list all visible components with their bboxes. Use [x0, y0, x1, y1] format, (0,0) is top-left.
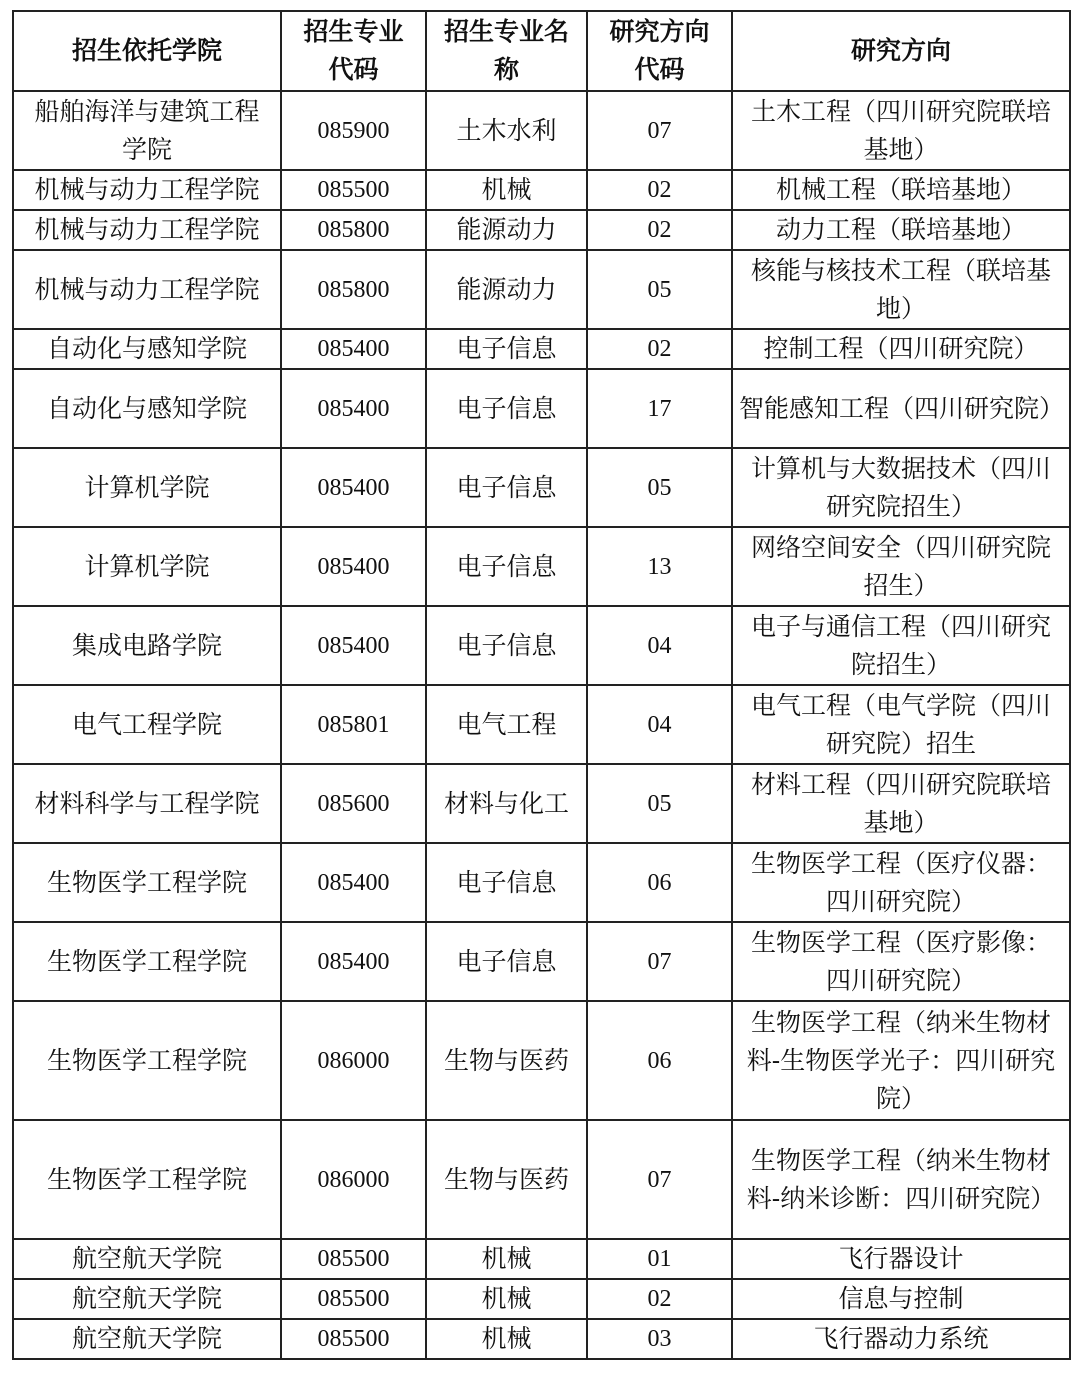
direction-cell: 核能与核技术工程（联培基地） — [732, 250, 1070, 329]
major-name-cell: 生物与医药 — [426, 1120, 587, 1239]
major-code-cell: 085500 — [281, 1319, 426, 1359]
direction-cell: 信息与控制 — [732, 1279, 1070, 1319]
college-cell: 材料科学与工程学院 — [13, 764, 281, 843]
major-code-cell: 086000 — [281, 1120, 426, 1239]
college-cell: 机械与动力工程学院 — [13, 250, 281, 329]
major-name-cell: 机械 — [426, 170, 587, 210]
direction-cell: 电气工程（电气学院（四川研究院）招生 — [732, 685, 1070, 764]
direction-code-cell: 06 — [587, 1001, 732, 1120]
college-cell: 生物医学工程学院 — [13, 1001, 281, 1120]
direction-code-cell: 05 — [587, 448, 732, 527]
header-major-name: 招生专业名称 — [426, 11, 587, 91]
major-code-cell: 085400 — [281, 843, 426, 922]
college-cell: 自动化与感知学院 — [13, 369, 281, 448]
direction-code-cell: 07 — [587, 922, 732, 1001]
header-direction: 研究方向 — [732, 11, 1070, 91]
college-cell: 船舶海洋与建筑工程学院 — [13, 91, 281, 170]
major-code-cell: 085400 — [281, 527, 426, 606]
direction-cell: 生物医学工程（医疗仪器：四川研究院） — [732, 843, 1070, 922]
major-name-cell: 机械 — [426, 1319, 587, 1359]
table-row — [13, 843, 1070, 922]
direction-cell: 电子与通信工程（四川研究院招生） — [732, 606, 1070, 685]
college-cell: 航空航天学院 — [13, 1319, 281, 1359]
header-row — [13, 11, 1070, 91]
table-row — [13, 91, 1070, 170]
direction-code-cell: 02 — [587, 1279, 732, 1319]
table-row — [13, 1120, 1070, 1239]
direction-cell: 飞行器动力系统 — [732, 1319, 1070, 1359]
direction-code-cell: 05 — [587, 764, 732, 843]
direction-code-cell: 05 — [587, 250, 732, 329]
table-row — [13, 170, 1070, 210]
major-name-cell: 机械 — [426, 1279, 587, 1319]
direction-cell: 生物医学工程（纳米生物材料-纳米诊断：四川研究院） — [732, 1120, 1070, 1239]
major-name-cell: 电子信息 — [426, 843, 587, 922]
table-row — [13, 1279, 1070, 1319]
major-name-cell: 能源动力 — [426, 250, 587, 329]
direction-code-cell: 02 — [587, 329, 732, 369]
major-code-cell: 085800 — [281, 210, 426, 250]
major-code-cell: 085400 — [281, 369, 426, 448]
table-row — [13, 606, 1070, 685]
major-name-cell: 电子信息 — [426, 329, 587, 369]
college-cell: 航空航天学院 — [13, 1239, 281, 1279]
major-name-cell: 电子信息 — [426, 606, 587, 685]
college-cell: 集成电路学院 — [13, 606, 281, 685]
direction-cell: 材料工程（四川研究院联培基地） — [732, 764, 1070, 843]
major-name-cell: 电子信息 — [426, 527, 587, 606]
major-code-cell: 085800 — [281, 250, 426, 329]
direction-code-cell: 06 — [587, 843, 732, 922]
table-row — [13, 1319, 1070, 1359]
college-cell: 生物医学工程学院 — [13, 843, 281, 922]
college-cell: 航空航天学院 — [13, 1279, 281, 1319]
major-code-cell: 085900 — [281, 91, 426, 170]
table-row — [13, 210, 1070, 250]
direction-cell: 网络空间安全（四川研究院招生） — [732, 527, 1070, 606]
table-row — [13, 1239, 1070, 1279]
major-code-cell: 086000 — [281, 1001, 426, 1120]
table-row — [13, 369, 1070, 448]
college-cell: 生物医学工程学院 — [13, 1120, 281, 1239]
major-name-cell: 土木水利 — [426, 91, 587, 170]
direction-cell: 生物医学工程（纳米生物材料-生物医学光子：四川研究院） — [732, 1001, 1070, 1120]
table-row — [13, 448, 1070, 527]
direction-cell: 机械工程（联培基地） — [732, 170, 1070, 210]
table-row — [13, 1001, 1070, 1120]
major-name-cell: 电子信息 — [426, 448, 587, 527]
direction-cell: 计算机与大数据技术（四川研究院招生） — [732, 448, 1070, 527]
major-name-cell: 电气工程 — [426, 685, 587, 764]
direction-cell: 动力工程（联培基地） — [732, 210, 1070, 250]
direction-code-cell: 07 — [587, 1120, 732, 1239]
direction-cell: 控制工程（四川研究院） — [732, 329, 1070, 369]
table-row — [13, 250, 1070, 329]
major-code-cell: 085400 — [281, 606, 426, 685]
direction-code-cell: 04 — [587, 606, 732, 685]
major-code-cell: 085801 — [281, 685, 426, 764]
table-row — [13, 329, 1070, 369]
major-name-cell: 材料与化工 — [426, 764, 587, 843]
direction-code-cell: 02 — [587, 170, 732, 210]
direction-cell: 飞行器设计 — [732, 1239, 1070, 1279]
direction-code-cell: 03 — [587, 1319, 732, 1359]
header-college: 招生依托学院 — [13, 11, 281, 91]
header-major-code: 招生专业代码 — [281, 11, 426, 91]
college-cell: 电气工程学院 — [13, 685, 281, 764]
major-name-cell: 能源动力 — [426, 210, 587, 250]
direction-code-cell: 01 — [587, 1239, 732, 1279]
major-code-cell: 085500 — [281, 1239, 426, 1279]
major-name-cell: 电子信息 — [426, 922, 587, 1001]
major-code-cell: 085500 — [281, 170, 426, 210]
major-code-cell: 085400 — [281, 329, 426, 369]
direction-cell: 智能感知工程（四川研究院） — [732, 369, 1070, 448]
direction-cell: 土木工程（四川研究院联培基地） — [732, 91, 1070, 170]
college-cell: 计算机学院 — [13, 527, 281, 606]
table-row — [13, 685, 1070, 764]
college-cell: 机械与动力工程学院 — [13, 170, 281, 210]
college-cell: 计算机学院 — [13, 448, 281, 527]
direction-cell: 生物医学工程（医疗影像：四川研究院） — [732, 922, 1070, 1001]
major-name-cell: 生物与医药 — [426, 1001, 587, 1120]
direction-code-cell: 17 — [587, 369, 732, 448]
table-row — [13, 922, 1070, 1001]
major-name-cell: 机械 — [426, 1239, 587, 1279]
college-cell: 自动化与感知学院 — [13, 329, 281, 369]
major-code-cell: 085400 — [281, 922, 426, 1001]
enrollment-table — [12, 10, 1071, 1360]
college-cell: 机械与动力工程学院 — [13, 210, 281, 250]
college-cell: 生物医学工程学院 — [13, 922, 281, 1001]
table-row — [13, 764, 1070, 843]
direction-code-cell: 02 — [587, 210, 732, 250]
major-code-cell: 085500 — [281, 1279, 426, 1319]
major-name-cell: 电子信息 — [426, 369, 587, 448]
table-row — [13, 527, 1070, 606]
major-code-cell: 085400 — [281, 448, 426, 527]
direction-code-cell: 04 — [587, 685, 732, 764]
direction-code-cell: 07 — [587, 91, 732, 170]
direction-code-cell: 13 — [587, 527, 732, 606]
header-direction-code: 研究方向代码 — [587, 11, 732, 91]
major-code-cell: 085600 — [281, 764, 426, 843]
